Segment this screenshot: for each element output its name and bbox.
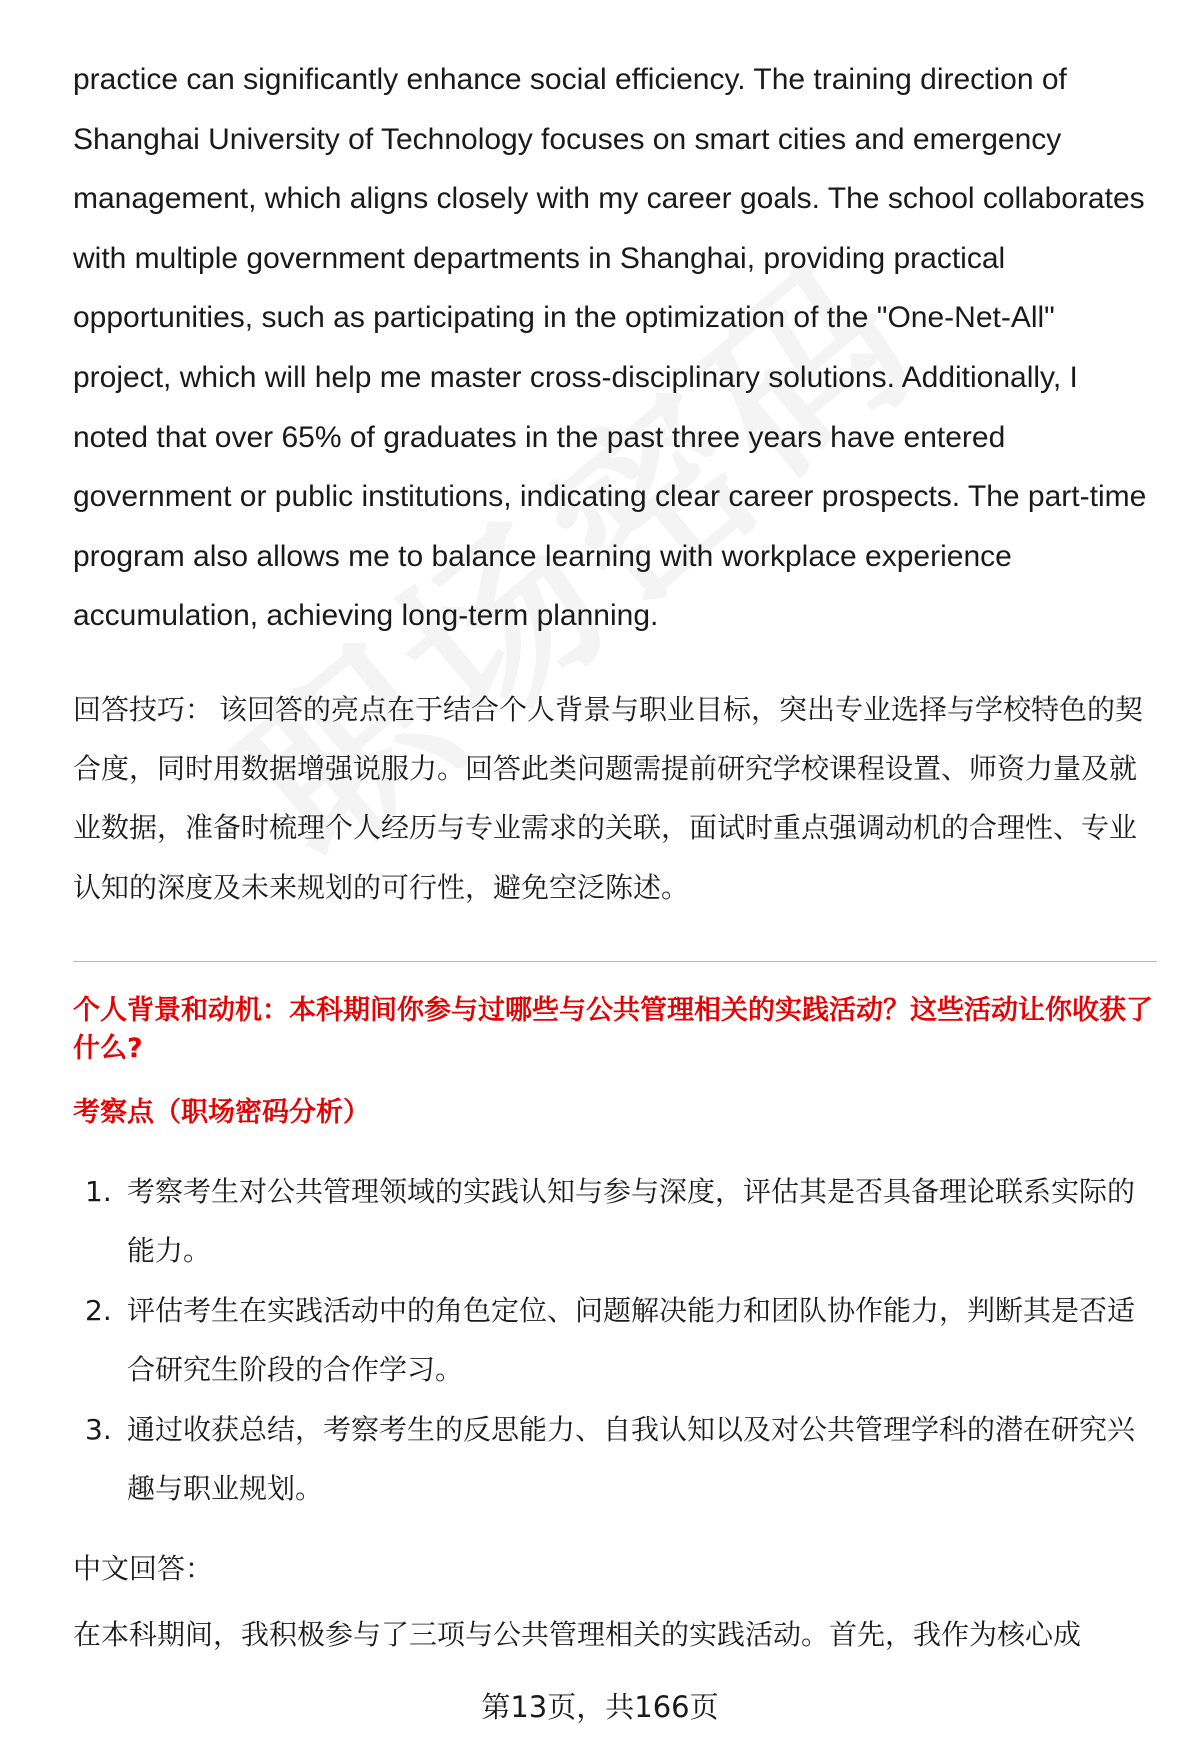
list-item-number: 3. [85,1412,112,1446]
list-item [73,1281,1158,1400]
english-answer-paragraph: practice can significantly enhance social efficiency. The training direction of Shanghai University of Technology focuses on smart cities and emergency management, which aligns closely with my career goals. The school collaborates with multiple government departments in Shanghai, providing practical opportunities, such as participating in the optimization of the "One-Net-All" project, which will help me master cross-disciplinary solutions. Additionally, I noted that over 65% of graduates in the past three years have entered government or public institutions, indicating clear career prospects. The part-time program also allows me to balance learning with workplace experience accumulation, achieving long-term planning. [73,63,1147,633]
page-footer: 第13页，共166页 [481,1690,719,1724]
list-item-text: 评估考生在实践活动中的角色定位、问题解决能力和团队协作能力，判断其是否适合研究生阶段的合作学习。 [127,1293,1136,1387]
answer-tips [73,680,1158,917]
chinese-answer-label: 中文回答： [73,1551,214,1585]
list-item-text: 考察考生对公共管理领域的实践认知与参与深度，评估其是否具备理论联系实际的能力。 [127,1174,1136,1268]
list-item-number: 2. [85,1293,112,1327]
list-item-number: 1. [85,1174,112,1208]
list-item [73,1400,1158,1519]
list-item [73,1162,1158,1281]
list-item-text: 通过收获总结，考察考生的反思能力、自我认知以及对公共管理学科的潜在研究兴趣与职业规划。 [127,1412,1136,1506]
question-heading: 个人背景和动机：本科期间你参与过哪些与公共管理相关的实践活动？这些活动让你收获了什么? [73,994,1153,1064]
assessment-points-list [73,1162,1158,1519]
page-content [73,50,1158,1657]
assessment-heading: 考察点（职场密码分析） [73,1096,370,1128]
answer-tips-label: 回答技巧： [73,692,214,726]
section-divider [73,961,1157,962]
chinese-answer-text: 在本科期间，我积极参与了三项与公共管理相关的实践活动。首先，我作为核心成 [73,1617,1082,1651]
answer-tips-text: 该回答的亮点在于结合个人背景与职业目标，突出专业选择与学校特色的契合度，同时用数据增强说服力。回答此类问题需提前研究学校课程设置、师资力量及就业数据，准备时梳理个人经历与专业需求的关联，面试时重点强调动机的合理性、专业认知的深度及未来规划的可行性，避免空泛陈述。 [73,692,1144,904]
